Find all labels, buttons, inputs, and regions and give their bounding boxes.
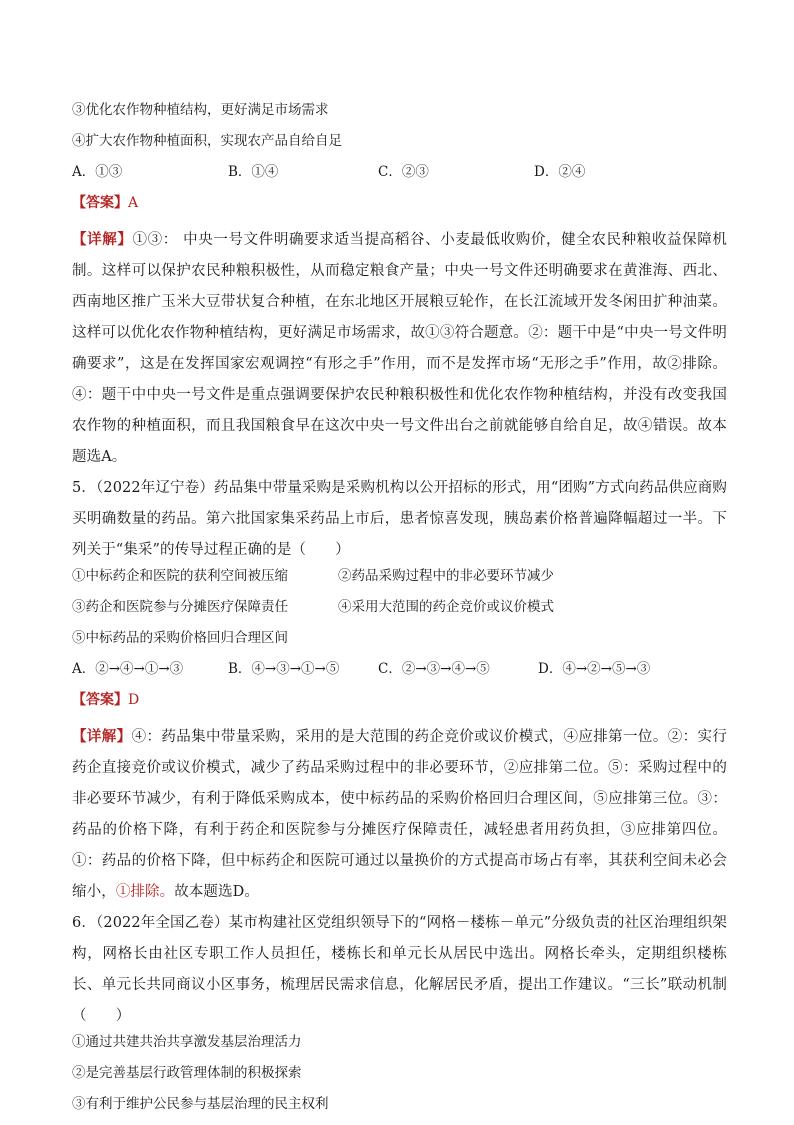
q6-option-1: ①通过共建共治共享激发基层治理活力 xyxy=(72,1034,302,1050)
q4-option-3: ③优化农作物种植结构，更好满足市场需求 xyxy=(72,102,329,118)
q5-detail xyxy=(72,721,727,908)
q6-stem: 6．（2022年全国乙卷）某市构建社区党组织领导下的“网格－楼栋－单元”分级负责的社区治理组织架构，网格长由社区专职工作人员担任，楼栋长和单元长从居民中选出。网格长牵头，定期组织楼栋长、单元长共同商议小区事务，梳理居民需求信息，化解居民矛盾，提出工作建议。“三长”联动机制（ ） xyxy=(72,915,727,1024)
q5-answer-label: 【答案】 xyxy=(72,692,128,708)
q4-detail-label: 【详解】 xyxy=(72,231,133,248)
q4-detail xyxy=(72,224,727,473)
q5-answer xyxy=(72,690,727,721)
q5-option-4: ④采用大范围的药企竞价或议价模式 xyxy=(338,599,554,615)
q4-detail-part-2: ②：题干中是“中央一号文件明确要求”，这是在发挥国家宏观调控“有形之手”作用，而不是发挥市场“无形之手”作用，故②排除。 xyxy=(72,325,727,372)
q5-stem: 5．（2022年辽宁卷）药品集中带量采购是采购机构以公开招标的形式，用“团购”方式向药品供应商购买明确数量的药品。第六批国家集采药品上市后，患者惊喜发现，胰岛素价格普遍降幅超过一半。下列关于“集采”的传导过程正确的是（ ） xyxy=(72,480,727,558)
q5-option-5: ⑤中标药品的采购价格回归合理区间 xyxy=(72,630,288,646)
q5-choice-b: B．④→③→①→⑤ xyxy=(228,661,340,677)
q6-option-3: ③有利于维护公民参与基层治理的民主权利 xyxy=(72,1096,329,1112)
q4-detail-part-1: ①③： 中央一号文件明确要求适当提高稻谷、小麦最低收购价，健全农民种粮收益保障机制。这样可以保护农民种粮积极性，从而稳定粮食产量；中央一号文件还明确要求在黄淮海、西北、西南地区推广玉米大豆带状复合种植，在东北地区开展粮豆轮作，在长江流域开发冬闲田扩种油菜。这样可以优化农作物种植结构，更好满足市场需求，故①③符合题意。 xyxy=(72,232,727,341)
q5-detail-end: 故本题选D。 xyxy=(174,884,259,900)
q4-choice-a: A．①③ xyxy=(72,164,123,180)
q4-answer-value: A xyxy=(128,195,139,211)
q4-choices xyxy=(72,162,727,193)
q5-detail-label: 【详解】 xyxy=(72,728,132,745)
q5-choice-d: D．④→②→⑤→③ xyxy=(538,661,651,677)
q6-option-2: ②是完善基层行政管理体制的积极探索 xyxy=(72,1065,302,1081)
q4-answer xyxy=(72,193,727,224)
q5-option-3: ③药企和医院参与分摊医疗保障责任 xyxy=(72,599,288,615)
q5-answer-value: D xyxy=(128,692,140,708)
q5-options-row-1 xyxy=(72,566,727,597)
q5-detail-main: ④：药品集中带量采购，采用的是大范围的药企竞价或议价模式，④应排第一位。②：实行药企直接竞价或议价模式，减少了药品采购过程中的非必要环节，②应排第二位。⑤：采购过程中的非必要环节减少，有利于降低采购成本，使中标药品的采购价格回归合理区间，⑤应排第三位。③：药品的价格下降，有利于药企和医院参与分摊医疗保障责任，减轻患者用药负担，③应排第四位。①：药品的价格下降，但中标药企和医院可通过以量换价的方式提高市场占有率，其获利空间未必会缩小， xyxy=(72,729,727,900)
q5-choice-a: A．②→④→①→③ xyxy=(72,661,184,677)
q5-option-2: ②药品采购过程中的非必要环节减少 xyxy=(338,568,554,584)
q5-choice-c: C．②→③→④→⑤ xyxy=(378,661,490,677)
q5-options-row-2 xyxy=(72,597,727,628)
document-page xyxy=(72,100,727,1125)
q5-option-1: ①中标药企和医院的获利空间被压缩 xyxy=(72,568,288,584)
q4-option-4: ④扩大农作物种植面积，实现农产品自给自足 xyxy=(72,133,342,149)
q4-answer-label: 【答案】 xyxy=(72,195,128,211)
q4-detail-part-3: ④：题干中中央一号文件是重点强调要保护农民种粮积极性和优化农作物种植结构，并没有改变我国农作物的种植面积，而且我国粮食早在这次中央一号文件出台之前就能够自给自足，故④错误。故本题选A。 xyxy=(72,387,727,465)
q5-detail-red: ①排除。 xyxy=(115,884,175,900)
q4-choice-c: C．②③ xyxy=(378,164,429,180)
q4-choice-b: B．①④ xyxy=(228,164,279,180)
q4-choice-d: D．②④ xyxy=(534,164,586,180)
q5-choices xyxy=(72,659,727,690)
